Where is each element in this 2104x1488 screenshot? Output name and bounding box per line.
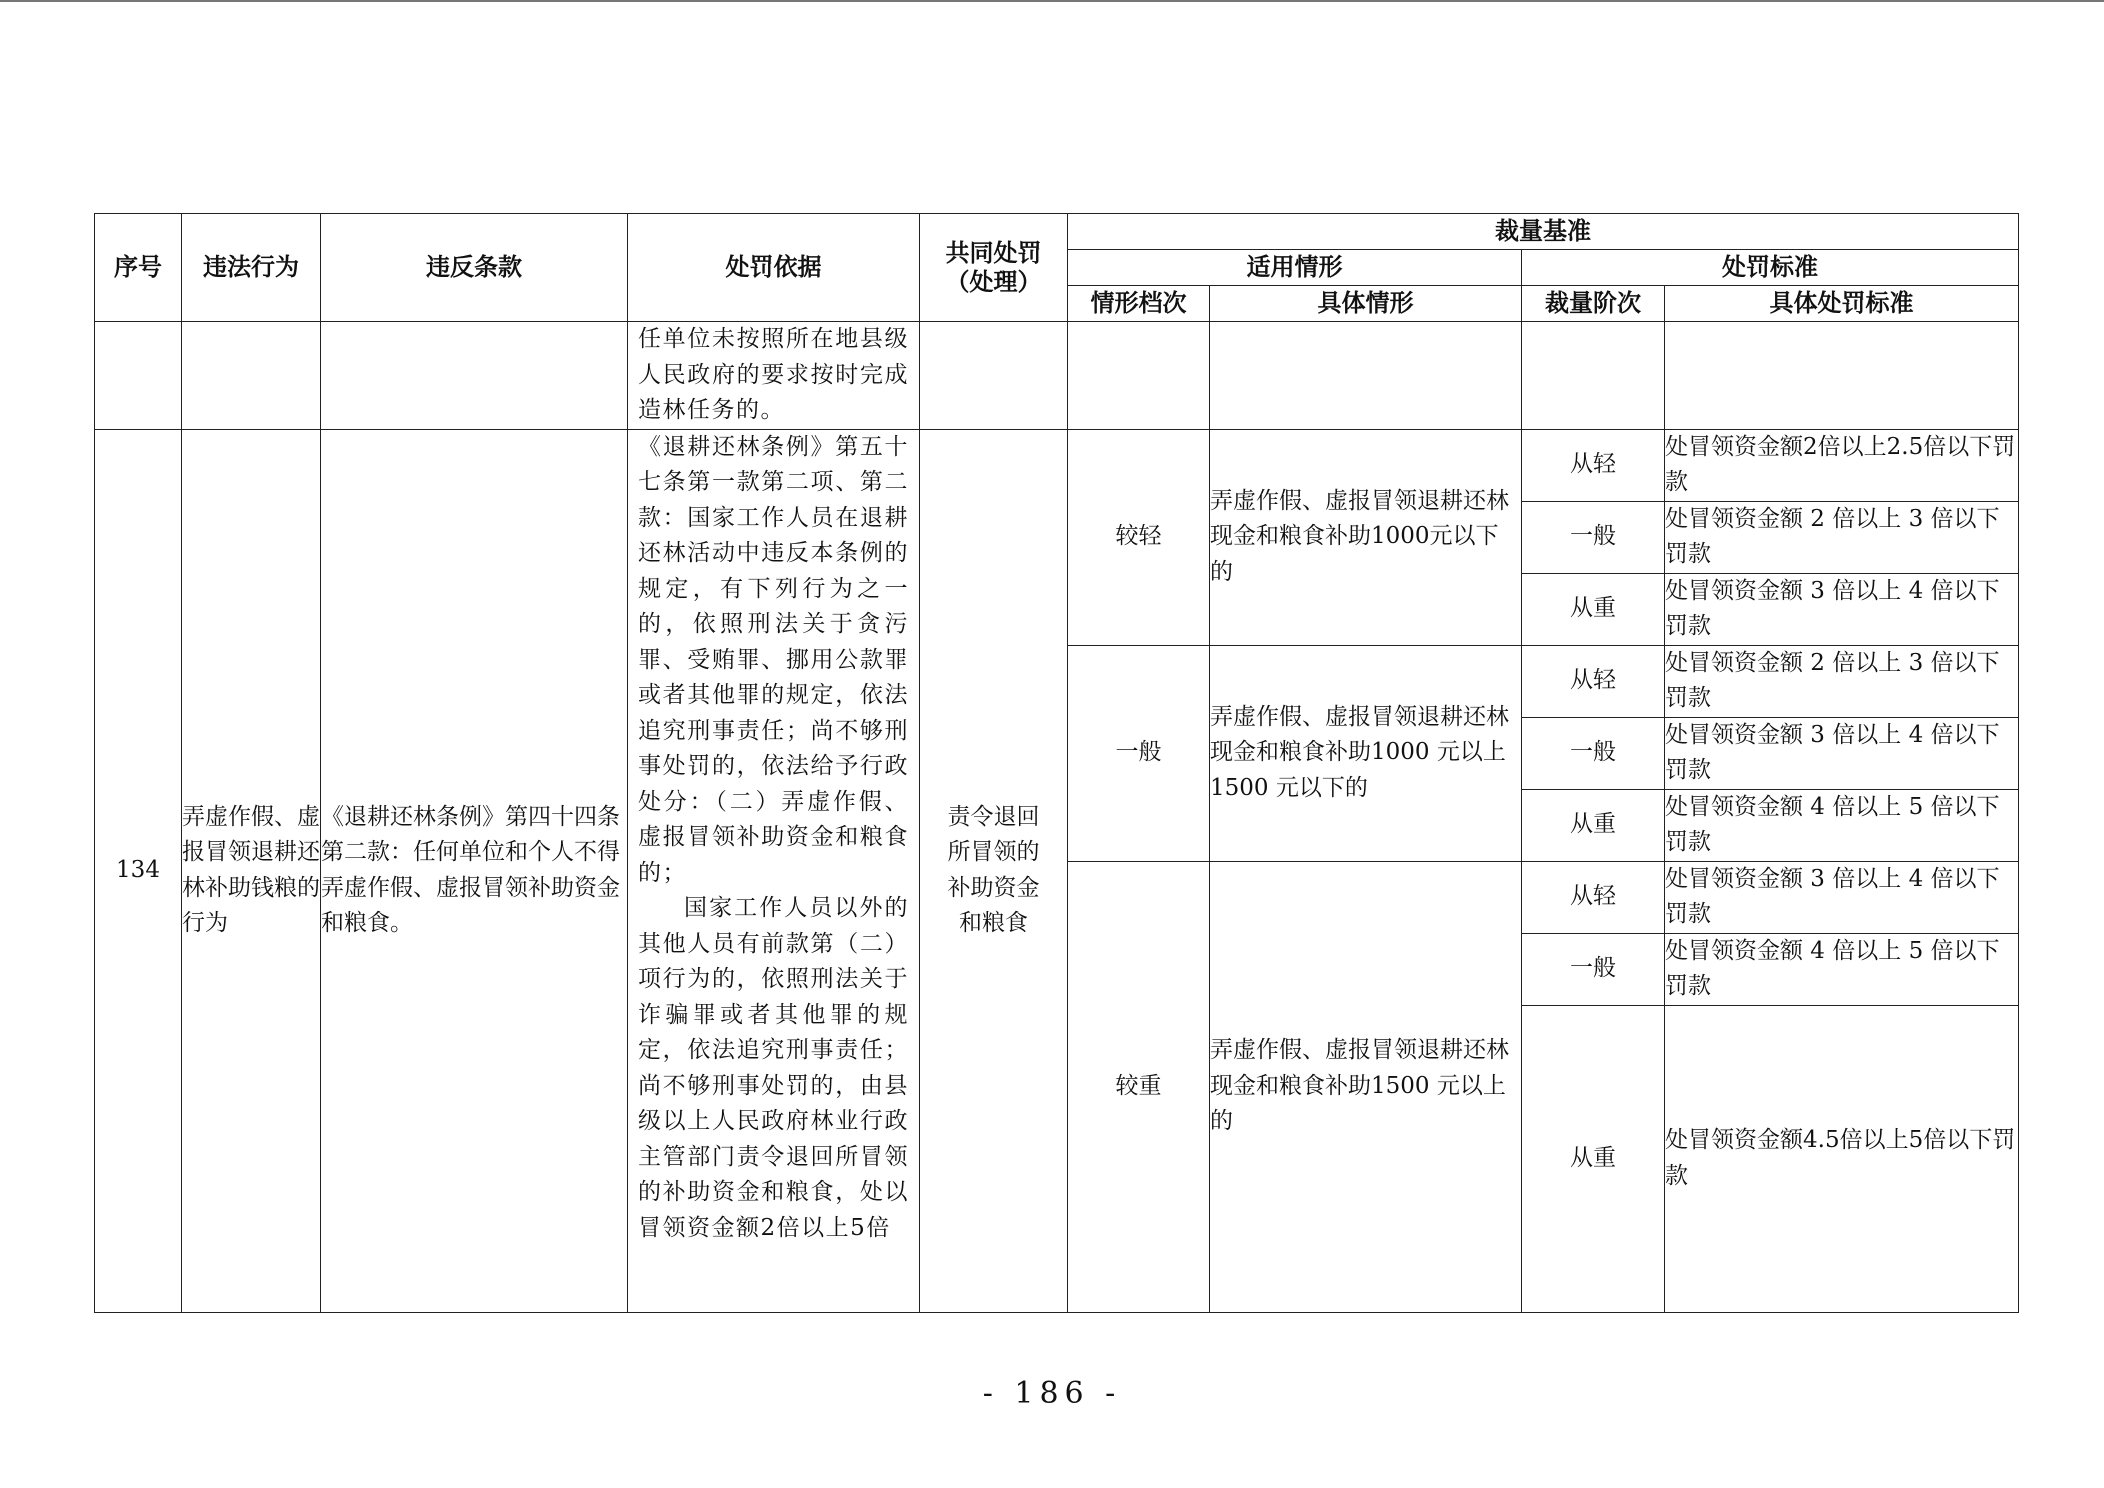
header-clause: 违反条款 — [321, 214, 628, 322]
continued-basis: 任单位未按照所在地县级人民政府的要求按时完成造林任务的。 — [628, 322, 920, 430]
level-cell: 较重 — [1068, 861, 1210, 1312]
continued-level — [1068, 322, 1210, 430]
entry-basis-paragraph-2: 国家工作人员以外的其他人员有前款第（二）项行为的，依照刑法关于诈骗罪或者其他罪的规定，依法追究刑事责任；尚不够刑事处罚的，由县级以上人民政府林业行政主管部门责令退回所冒领的补助资金和粮食，处以冒领资金额2倍以上5倍 — [638, 895, 909, 1241]
entry-joint-penalty: 责令退回所冒领的补助资金和粮食 — [920, 429, 1068, 1312]
situation-cell: 弄虚作假、虚报冒领退耕还林现金和粮食补助1000元以下的 — [1210, 429, 1522, 645]
header-stage: 裁量阶次 — [1522, 286, 1665, 322]
standard-cell: 处冒领资金额 3 倍以上 4 倍以下罚款 — [1665, 717, 2019, 789]
stage-cell: 从轻 — [1522, 645, 1665, 717]
stage-cell: 从轻 — [1522, 861, 1665, 933]
header-specific-standard: 具体处罚标准 — [1665, 286, 2019, 322]
continued-row — [95, 322, 2019, 430]
standard-cell: 处冒领资金额 4 倍以上 5 倍以下罚款 — [1665, 789, 2019, 861]
table-row — [95, 429, 2019, 501]
header-level: 情形档次 — [1068, 286, 1210, 322]
entry-clause: 《退耕还林条例》第四十四条第二款：任何单位和个人不得弄虚作假、虚报冒领补助资金和粮食。 — [321, 429, 628, 1312]
standard-cell: 处冒领资金额4.5倍以上5倍以下罚款 — [1665, 1005, 2019, 1312]
continued-seq — [95, 322, 182, 430]
header-seq: 序号 — [95, 214, 182, 322]
situation-cell: 弄虚作假、虚报冒领退耕还林现金和粮食补助1000 元以上 1500 元以下的 — [1210, 645, 1522, 861]
top-border-line — [0, 0, 2104, 2]
entry-basis-paragraph-1: 《退耕还林条例》第五十七条第一款第二项、第二款：国家工作人员在退耕还林活动中违反本条例的规定，有下列行为之一的，依照刑法关于贪污罪、受贿罪、挪用公款罪或者其他罪的规定，依法追究刑事责任；尚不够刑事处罚的，依法给予行政处分：（二）弄虚作假、虚报冒领补助资金和粮食的； — [638, 433, 909, 886]
standard-cell: 处冒领资金额 2 倍以上 3 倍以下罚款 — [1665, 501, 2019, 573]
header-basis: 处罚依据 — [628, 214, 920, 322]
header-standard: 处罚标准 — [1522, 250, 2019, 286]
continued-standard — [1665, 322, 2019, 430]
header-discretion: 裁量基准 — [1068, 214, 2019, 250]
standard-cell: 处冒领资金额 2 倍以上 3 倍以下罚款 — [1665, 645, 2019, 717]
stage-cell: 从重 — [1522, 789, 1665, 861]
continued-joint — [920, 322, 1068, 430]
level-cell: 一般 — [1068, 645, 1210, 861]
entry-seq: 134 — [95, 429, 182, 1312]
stage-cell: 一般 — [1522, 501, 1665, 573]
standard-cell: 处冒领资金额 4 倍以上 5 倍以下罚款 — [1665, 933, 2019, 1005]
header-applicable: 适用情形 — [1068, 250, 1522, 286]
stage-cell: 一般 — [1522, 717, 1665, 789]
header-violation: 违法行为 — [182, 214, 321, 322]
continued-clause — [321, 322, 628, 430]
continued-violation — [182, 322, 321, 430]
header-specific: 具体情形 — [1210, 286, 1522, 322]
continued-specific — [1210, 322, 1522, 430]
situation-cell: 弄虚作假、虚报冒领退耕还林现金和粮食补助1500 元以上的 — [1210, 861, 1522, 1312]
stage-cell: 一般 — [1522, 933, 1665, 1005]
stage-cell: 从轻 — [1522, 429, 1665, 501]
standard-cell: 处冒领资金额 3 倍以上 4 倍以下罚款 — [1665, 861, 2019, 933]
standard-cell: 处冒领资金额 3 倍以上 4 倍以下罚款 — [1665, 573, 2019, 645]
continued-stage — [1522, 322, 1665, 430]
header-row-1 — [95, 214, 2019, 250]
header-joint-line-1: 共同处罚 — [945, 238, 1042, 267]
entry-violation: 弄虚作假、虚报冒领退耕还林补助钱粮的行为 — [182, 429, 321, 1312]
standard-cell: 处冒领资金额2倍以上2.5倍以下罚款 — [1665, 429, 2019, 501]
stage-cell: 从重 — [1522, 573, 1665, 645]
header-joint-line-2: （处理） — [945, 267, 1042, 296]
stage-cell: 从重 — [1522, 1005, 1665, 1312]
discretion-standards-table — [94, 213, 2019, 1313]
header-joint-penalty — [920, 214, 1068, 322]
entry-basis — [628, 429, 920, 1312]
page-number: - 186 - — [982, 1376, 1122, 1411]
level-cell: 较轻 — [1068, 429, 1210, 645]
